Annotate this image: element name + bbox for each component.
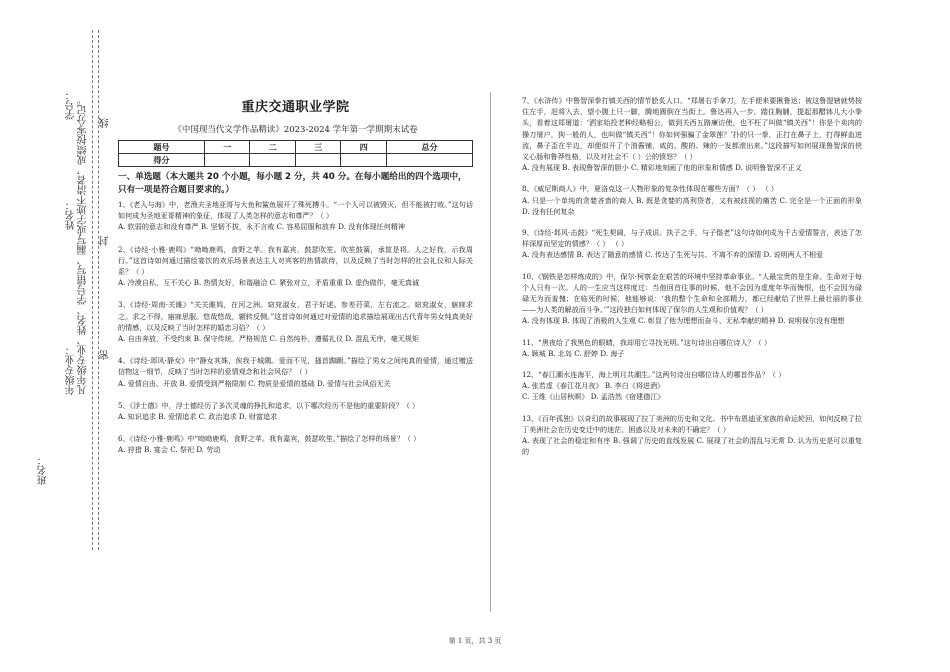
score-header-row — [119, 141, 473, 154]
question-options: C. 王维《山居秋暝》 D. 孟浩然《宿建德江》 — [522, 392, 665, 402]
question-stem: 6、《诗经·小雅·鹿鸣》中“呦呦鹿鸣，食野之苹。我有嘉宾，鼓瑟吹笙。”描绘了怎样的场景？（ ） — [118, 434, 421, 444]
question-stem: 7、《水浒传》中鲁智深拳打镇关西的情节脍炙人口。“郑屠右手拿刀，左手便来要揪鲁达；被这鲁提辖就势按住左手，赶将入去，望小腹上只一脚，腾地踢倒在当街上。鲁达再入一步，踏住胸脯，提起那醋钵儿大小拳头，看着这郑屠道：‘洒家始投老种经略相公，做到关西五路廉访使，也不枉了叫做“镇关西”！你是个卖肉的操刀屠户，狗一般的人，也叫做“镇关西”！你如何强骗了金翠莲？’扑的只一拳，正打在鼻子上，打得鲜血迸流，鼻子歪在半边，却便似开了个油酱铺，咸的、酸的、辣的一发都滚出来。”这段描写如何展现鲁智深的侠义心肠和鲁莽性格，以及对社会不（ ）公的愤怒？（ ） — [522, 96, 862, 162]
question — [522, 413, 862, 458]
question-options: A. 自由奔放，不受约束 B. 保守传统，严格规范 C. 自然纯朴，遵循礼仪 D. 混乱无序，毫无规矩 — [118, 334, 420, 344]
left-column — [118, 96, 473, 467]
question — [522, 227, 862, 261]
question-stem: 3、《诗经·周南·关雎》“关关雎鸠，在河之洲。窈窕淑女，君子好逑。参差荇菜，左右流之。窈窕淑女，寤寐求之。求之不得，寤寐思服。悠哉悠哉，辗转反侧。”这首诗如何通过对爱情的追求描绘展现出古代青年男女纯真美好的情感，以及反映了当时怎样的婚恋习俗？（ ） — [118, 300, 473, 332]
class-label: 年级专业： — [66, 345, 77, 395]
question-options: A. 只是一个单纯的贪婪吝啬的商人 B. 既是贪婪的高利贷者，又有被歧视的痛苦 C. 完全是一个正面的形象 D. 没有任何复杂 — [522, 195, 862, 216]
score-cell: 总分 — [386, 141, 472, 154]
cut-line — [98, 30, 99, 550]
cut-mark-secret: 密 — [100, 350, 111, 360]
score-input-cell[interactable] — [295, 154, 341, 167]
question-options: A. 张若虚《春江花月夜》 B. 李白《将进酒》 — [522, 381, 665, 391]
question-stem: 12、“春江潮水连海平，海上明月共潮生。”这两句诗出自哪位诗人的哪首作品？（ ） — [522, 370, 786, 380]
question — [522, 271, 862, 327]
binding-margin — [0, 0, 110, 672]
question — [522, 183, 862, 217]
question-options: A. 知识追求 B. 爱情追求 C. 政治追求 D. 财富追求 — [118, 412, 278, 422]
page-footer: 第 1 页，共 3 页 — [448, 637, 502, 645]
question — [522, 95, 862, 173]
question — [118, 433, 473, 455]
question — [522, 337, 862, 359]
score-cell: 三 — [295, 141, 341, 154]
question-stem: 11、“黑夜给了我黑色的眼睛，我却用它寻找光明。”这句诗出自哪位诗人？（ ） — [522, 337, 772, 347]
question-options: A. 狩猎 B. 宴会 C. 祭祀 D. 劳动 — [118, 445, 221, 455]
cut-mark-seal: 封 — [100, 236, 111, 246]
question-stem: 9、《诗经·邶风·击鼓》“死生契阔，与子成说。执子之手，与子偕老”这句诗如何成为千古爱情誓言，表达了怎样深厚而坚定的情感？（ ） （ ） — [522, 228, 862, 249]
score-input-cell[interactable] — [341, 154, 387, 167]
score-value-row — [119, 154, 473, 167]
column-divider — [490, 92, 491, 612]
question-options: A. 冷漠自私，互不关心 B. 热情友好，和谐融洽 C. 紧张对立，矛盾重重 D. 虚伪做作，毫无真诚 — [118, 278, 420, 288]
question-options: A. 表现了社会的稳定和有序 B. 强调了历史的直线发展 C. 展现了社会的混乱与无常 D. 认为历史是可以重复的 — [522, 436, 862, 457]
question-options: A. 没有体现 B. 体现了消极的人生观 C. 彰显了他为理想而奋斗、无私奉献的精神 D. 说明保尔没有理想 — [522, 316, 845, 326]
question-stem: 10、《钢铁是怎样炼成的》中，保尔·柯察金在艰苦的环境中坚持革命事业。“人最宝贵的是生命。生命对于每个人只有一次。人的一生应当这样度过：当他回首往事的时候，他不会因为虚度年华而悔恨，也不会因为碌碌无为而羞愧；在临死的时候，他能够说：‘我的整个生命和全部精力，都已经献给了世界上最壮丽的事业——为人类的解放而斗争。’”这段独白如何体现了保尔的人生观和价值观？（ ） — [522, 271, 862, 315]
question — [118, 244, 473, 289]
question — [118, 400, 473, 422]
question-options: A. 软弱的意志和没有尊严 B. 坚韧不拔，永不言败 C. 容易屈服和放弃 D. 没有体现任何精神 — [118, 222, 405, 232]
question-stem: 8、《威尼斯商人》中，夏洛克这一人物形象的复杂性体现在哪些方面？（ ） （ ） — [522, 184, 779, 194]
right-column — [522, 95, 862, 467]
cut-mark-line: 线 — [100, 118, 111, 128]
binding-instruction: 凡年级专业、姓名、学号错写、漏写或字迹不清者，成绩按零分记。 — [78, 95, 89, 395]
score-cell: 四 — [341, 141, 387, 154]
score-input-cell[interactable] — [204, 154, 250, 167]
cut-line-inner — [92, 30, 93, 550]
name-label: 姓名： — [66, 200, 77, 230]
question-options: A. 没有展现 B. 表现鲁智深的胆小 C. 精彩地刻画了他的形象和情感 D. 说明鲁智深不正义 — [522, 163, 802, 173]
score-input-cell[interactable] — [386, 154, 472, 167]
question — [118, 299, 473, 344]
question — [118, 199, 473, 233]
school-name: 重庆交通职业学院 — [241, 100, 350, 115]
question-stem: 4、《诗经·邶风·静女》中“静女其姝，俟我于城隅。爱而不见，搔首踟蹰。”描绘了男女之间纯真的爱情，通过赠送信物这一细节，反映了当时怎样的爱情观念和社会风俗？（ ） — [118, 356, 473, 377]
score-cell: 一 — [204, 141, 250, 154]
question-stem: 2、《诗经·小雅·鹿鸣》“呦呦鹿鸣，食野之苹。我有嘉宾，鼓瑟吹笙。吹笙鼓簧，承筐是将。人之好我，示我周行。”这首诗如何通过描绘宴饮的欢乐场景表达主人对宾客的热情款待，以及反映了当时怎样的社会礼仪和人际关系？（ ） — [118, 244, 473, 277]
seat-label: 班名： — [38, 455, 49, 485]
question — [118, 355, 473, 389]
question-options: A. 顾城 B. 北岛 C. 舒婷 D. 海子 — [522, 348, 625, 358]
exam-title: 《中国现当代文学作品精读》2023-2024 学年第一学期期末试卷 — [173, 125, 418, 135]
score-cell: 二 — [250, 141, 296, 154]
question — [522, 369, 862, 403]
question-options: A. 爱情自由、开放 B. 爱情受到严格限制 C. 物质是爱情的基础 D. 爱情与社会风俗无关 — [118, 378, 391, 388]
student-id-label: 学号： — [66, 90, 77, 120]
score-cell: 得分 — [119, 154, 205, 167]
score-table — [118, 140, 473, 167]
score-input-cell[interactable] — [250, 154, 296, 167]
question-stem: 13、《百年孤独》以奇幻的故事展现了拉丁美洲的历史和文化。书中布恩迪亚家族的命运轮回，如何反映了拉丁美洲社会在历史变迁中的迷茫、困惑以及对未来的不确定？（ ） — [522, 413, 862, 434]
question-stem: 1、《老人与海》中，老渔夫圣地亚哥与大鱼和鲨鱼展开了殊死搏斗。“一个人可以被毁灭，但不能被打败。”这句话如何成为圣地亚哥精神的象征，体现了人类怎样的意志和尊严？（ ） — [118, 200, 473, 221]
section-heading: 一、单选题（本大题共 20 个小题，每小题 2 分，共 40 分。在每小题给出的四个选项中，只有一项是符合题目要求的。） — [118, 172, 467, 195]
score-cell: 题号 — [119, 141, 205, 154]
question-stem: 5、《浮士德》中，浮士德经历了多次灵魂的挣扎和追求，以下哪次经历不是他的重要阶段？（ ） — [118, 400, 420, 410]
question-options: A. 没有表达感情 B. 表达了随意的感情 C. 传达了生死与共、不离不弃的深情 D. 说明两人不相爱 — [522, 250, 824, 260]
